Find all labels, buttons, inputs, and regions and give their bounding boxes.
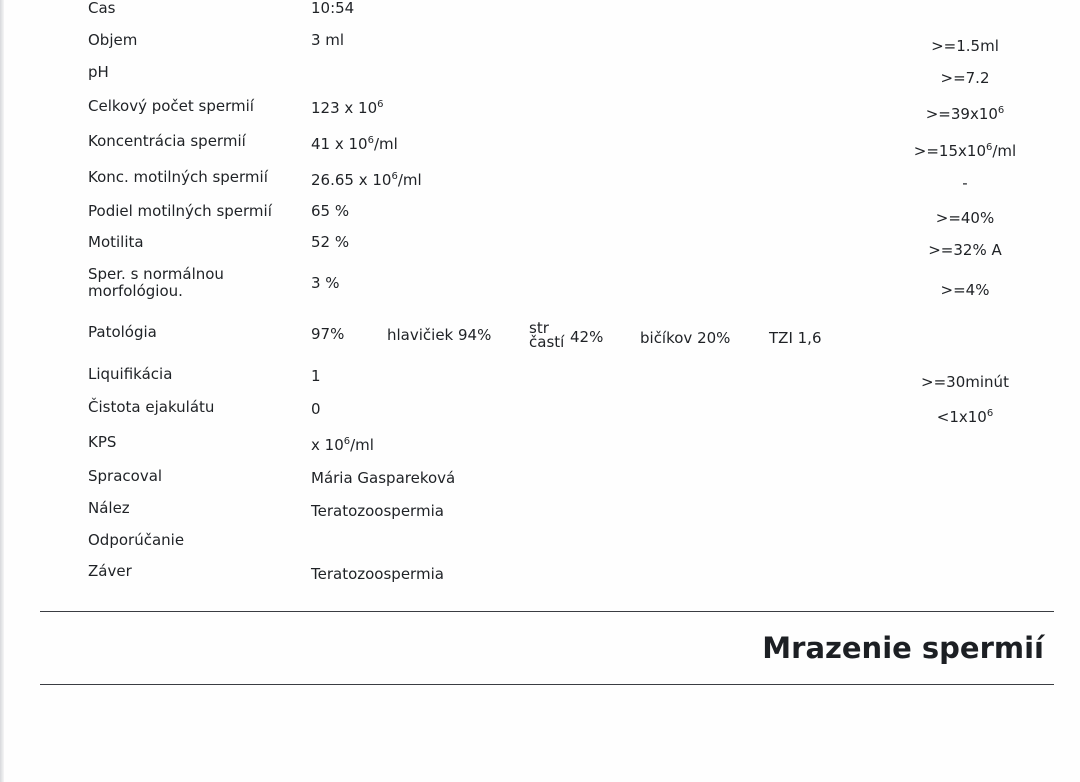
scan-edge — [0, 0, 4, 782]
row-value: 3 ml — [311, 31, 345, 49]
row-label: Nález — [88, 499, 130, 517]
pathology-midpiece-value: 42% — [570, 328, 604, 346]
row-reference: >=40% — [935, 209, 995, 227]
row-reference: >=1.5ml — [931, 37, 999, 55]
row-reference: $>=39x10^6$ — [925, 105, 1005, 123]
row-label: KPS — [88, 433, 117, 451]
row-reference: >=7.2 — [940, 69, 990, 87]
row-value: 1 — [311, 367, 321, 385]
pathology-tzi: TZI 1,6 — [769, 329, 822, 347]
pathology-heads: hlavičiek 94% — [387, 326, 492, 344]
row-value: 123 x $10^6$ — [311, 99, 384, 117]
row-label: Objem — [88, 31, 138, 49]
row-value: 65 % — [311, 202, 350, 220]
row-reference: >=30minút — [921, 373, 1009, 391]
divider-line-bottom — [40, 684, 1054, 685]
row-value: Teratozoospermia — [311, 565, 444, 583]
row-label: Spracoval — [88, 467, 163, 485]
row-reference: >=32% A — [928, 241, 1002, 259]
row-value: 26.65 x $10^6/ml$ — [311, 171, 422, 189]
row-label: Motilita — [88, 233, 144, 251]
row-label: Koncentrácia spermií — [88, 132, 246, 150]
row-value: 52 % — [311, 233, 350, 251]
row-label: Podiel motilných spermií — [88, 202, 272, 220]
row-label: pH — [88, 63, 109, 81]
row-label: Celkový počet spermií — [88, 97, 254, 115]
row-label: Patológia — [88, 323, 157, 341]
row-value: x $10^6/ml$ — [311, 436, 374, 454]
section-title: Mrazenie spermií — [762, 631, 1044, 665]
row-reference: >=4% — [940, 281, 990, 299]
row-value: 97% — [311, 325, 345, 343]
row-value: 10:54 — [311, 0, 355, 17]
row-label: Liquifikácia — [88, 365, 173, 383]
row-reference: $>=15x10^6/ml$ — [913, 142, 1017, 160]
row-label: Konc. motilných spermií — [88, 168, 268, 186]
row-reference: $<1x10^6$ — [936, 408, 994, 426]
row-label: Čistota ejakulátu — [88, 398, 215, 416]
row-value: 41 x $10^6/ml$ — [311, 135, 398, 153]
row-value: 0 — [311, 400, 321, 418]
divider-line-top — [40, 611, 1054, 612]
row-value: 3 % — [311, 274, 340, 292]
row-label: Sper. s normálnou morfológiou. — [88, 265, 224, 300]
row-label: Záver — [88, 562, 132, 580]
row-label: Odporúčanie — [88, 531, 185, 549]
row-label: Cas — [88, 0, 116, 17]
row-value: Teratozoospermia — [311, 502, 444, 520]
row-value: Mária Gaspareková — [311, 469, 456, 487]
pathology-tails: bičíkov 20% — [640, 329, 731, 347]
pathology-midpiece-label: str častí — [529, 319, 565, 351]
row-reference: - — [962, 174, 968, 192]
